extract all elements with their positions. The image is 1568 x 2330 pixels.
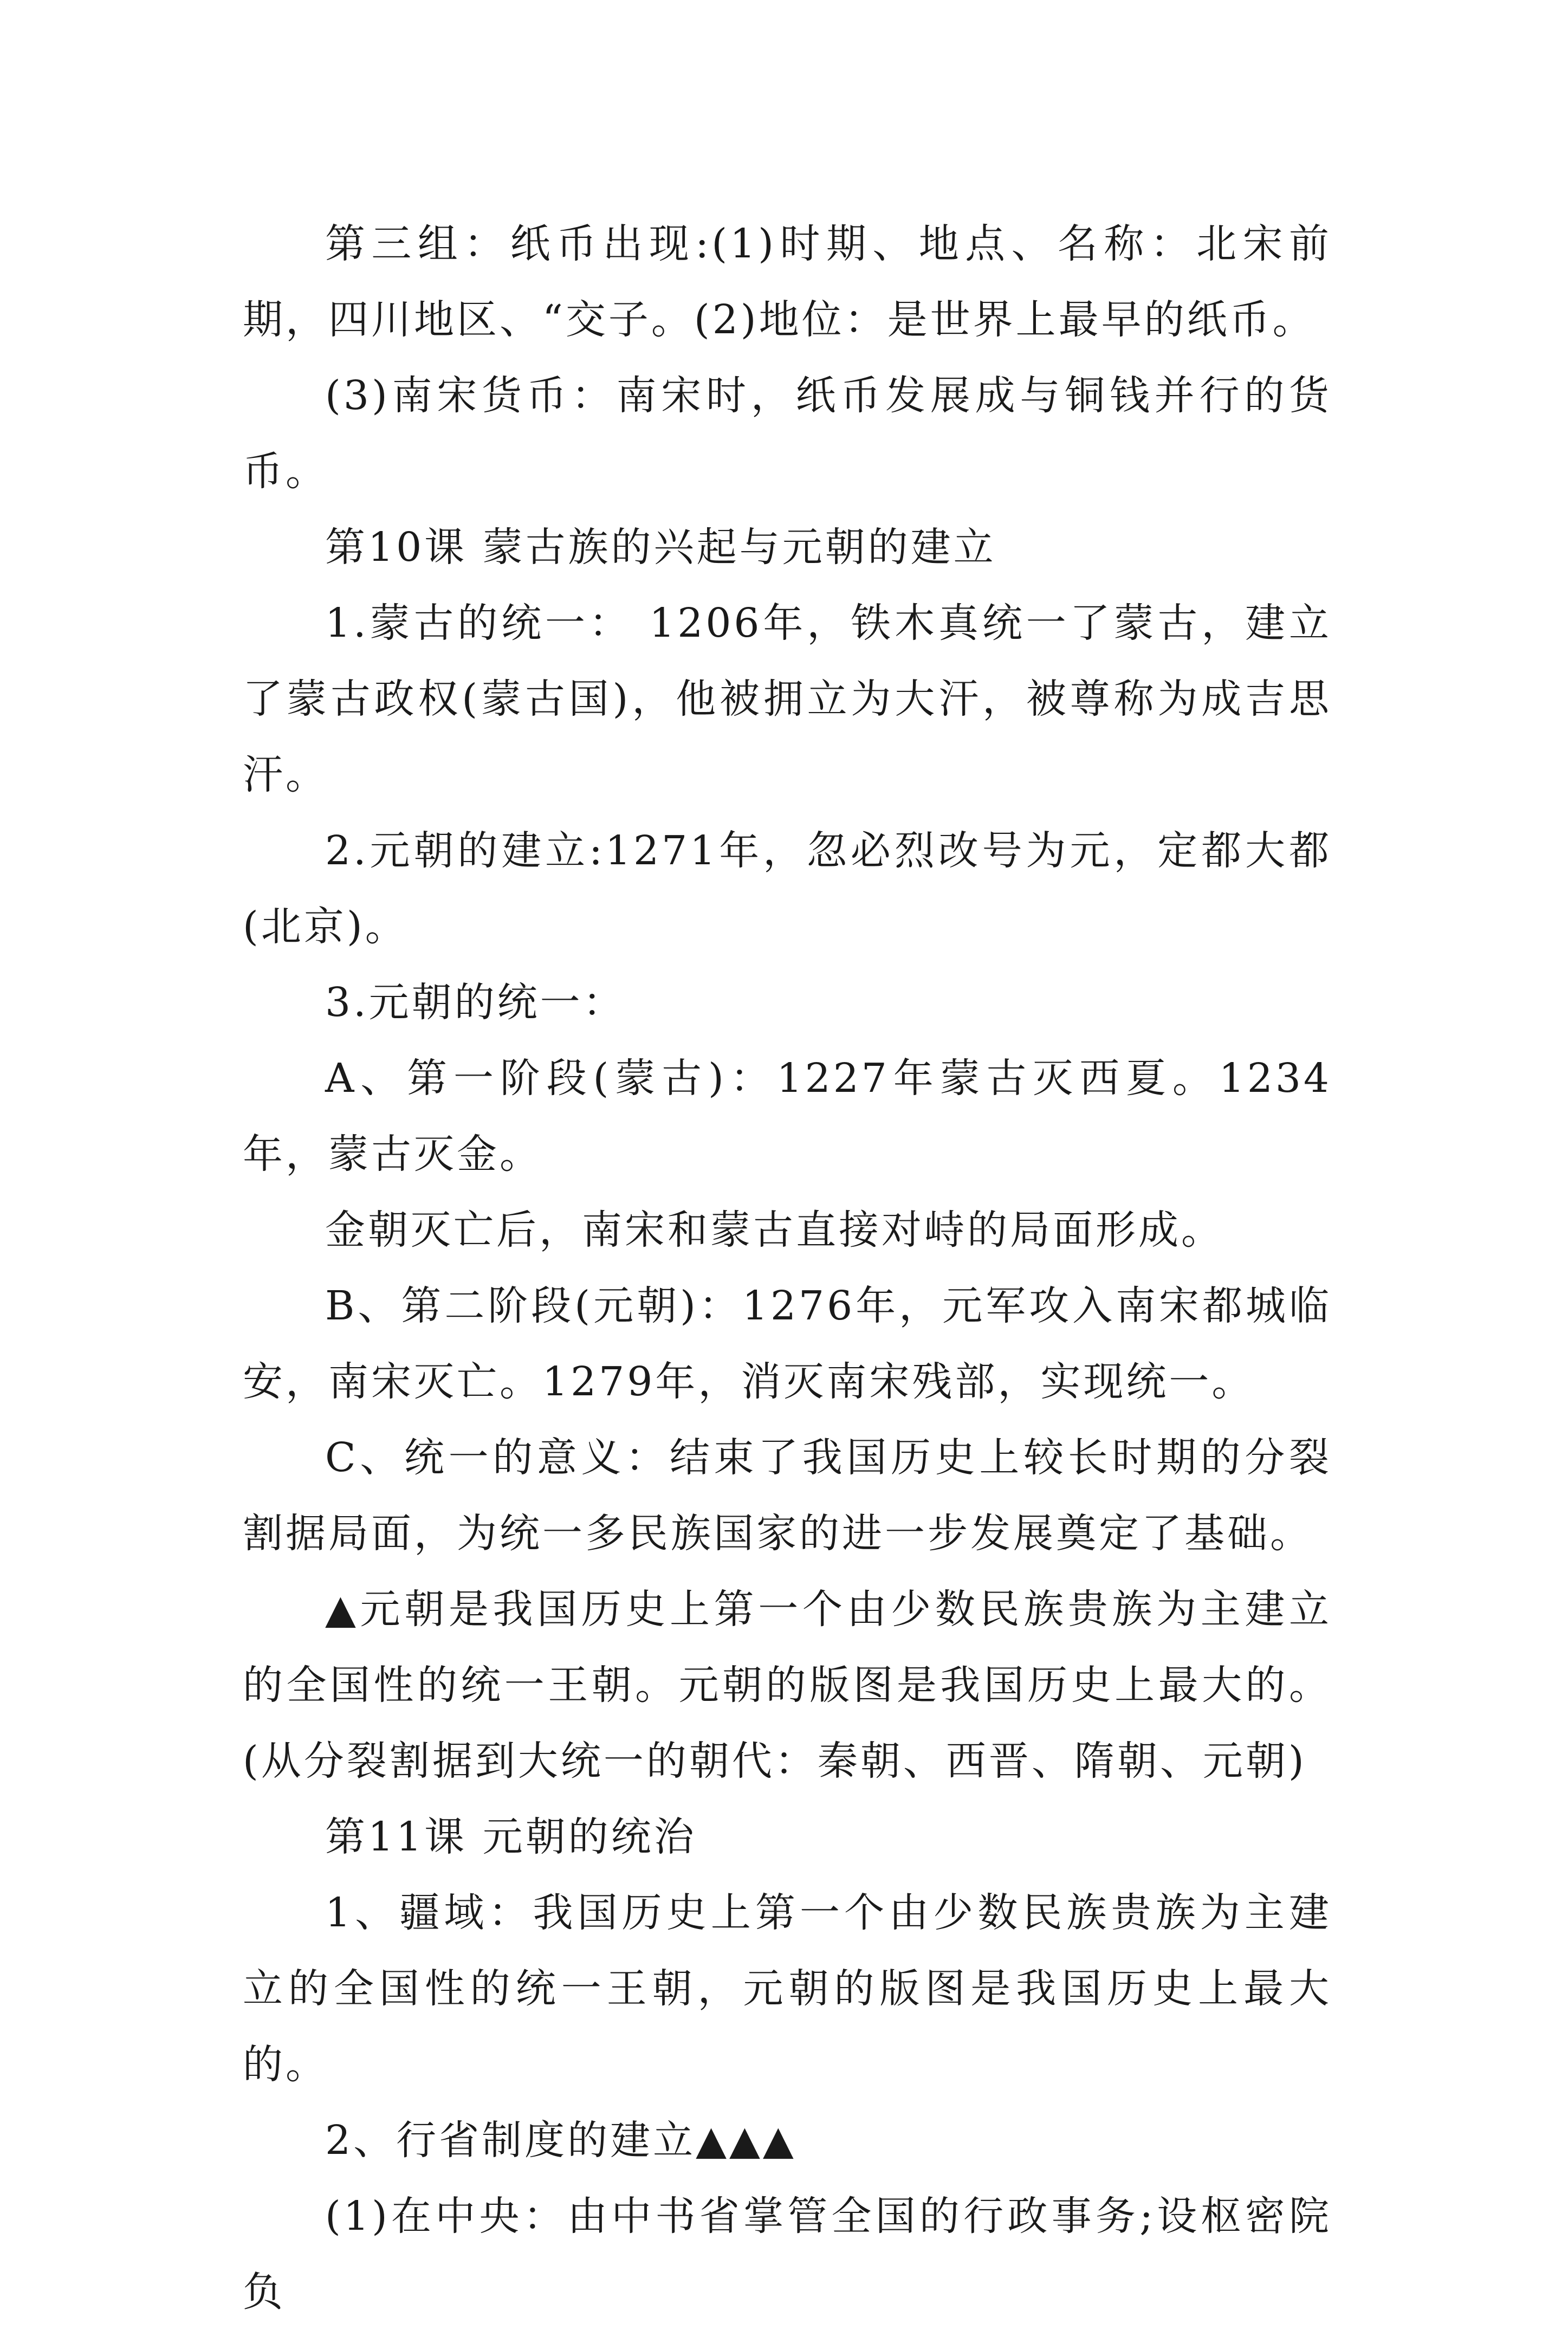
paragraph-jin-fall: 金朝灭亡后，南宋和蒙古直接对峙的局面形成。 xyxy=(325,1207,1224,1253)
paragraph-southern-song-currency: (3)南宋货币：南宋时，纸币发展成与铜钱并行的货币。 xyxy=(243,372,1332,495)
paragraph-territory: 1、疆域：我国历史上第一个由少数民族贵族为主建立的全国性的统一王朝，元朝的版图是我国历史上最大的。 xyxy=(243,1889,1332,2088)
paragraph-central-government: (1)在中央：由中书省掌管全国的行政事务;设枢密院负 xyxy=(243,2193,1332,2315)
paragraph-significance: C、统一的意义：结束了我国历史上较长时期的分裂割据局面，为统一多民族国家的进一步发展奠定了基础。 xyxy=(243,1434,1332,1557)
paragraph-stage-one: A、第一阶段(蒙古)：1227年蒙古灭西夏。1234年，蒙古灭金。 xyxy=(243,1055,1332,1177)
paragraph-paper-money: 第三组：纸币出现:(1)时期、地点、名称：北宋前期，四川地区、“交子。(2)地位：是世界上最早的纸币。 xyxy=(243,221,1332,343)
lesson-10-heading: 第10课 蒙古族的兴起与元朝的建立 xyxy=(325,524,996,571)
paragraph-yuan-founding: 2.元朝的建立:1271年，忽必烈改号为元，定都大都(北京)。 xyxy=(243,827,1332,950)
paragraph-stage-two: B、第二阶段(元朝)：1276年，元军攻入南宋都城临安，南宋灭亡。1279年，消灭南宋残部，实现统一。 xyxy=(243,1283,1332,1405)
document-body xyxy=(243,206,1332,2330)
paragraph-yuan-unification-title: 3.元朝的统一： xyxy=(325,979,626,1026)
paragraph-province-system: 2、行省制度的建立▲▲▲ xyxy=(325,2117,796,2164)
paragraph-yuan-note: ▲元朝是我国历史上第一个由少数民族贵族为主建立的全国性的统一王朝。元朝的版图是我国历史上最大的。(从分裂割据到大统一的朝代：秦朝、西晋、隋朝、元朝) xyxy=(243,1586,1332,1784)
lesson-11-heading: 第11课 元朝的统治 xyxy=(325,1814,697,1860)
paragraph-mongol-unification: 1.蒙古的统一： 1206年，铁木真统一了蒙古，建立了蒙古政权(蒙古国)，他被拥立为大汗，被尊称为成吉思汗。 xyxy=(243,600,1332,798)
